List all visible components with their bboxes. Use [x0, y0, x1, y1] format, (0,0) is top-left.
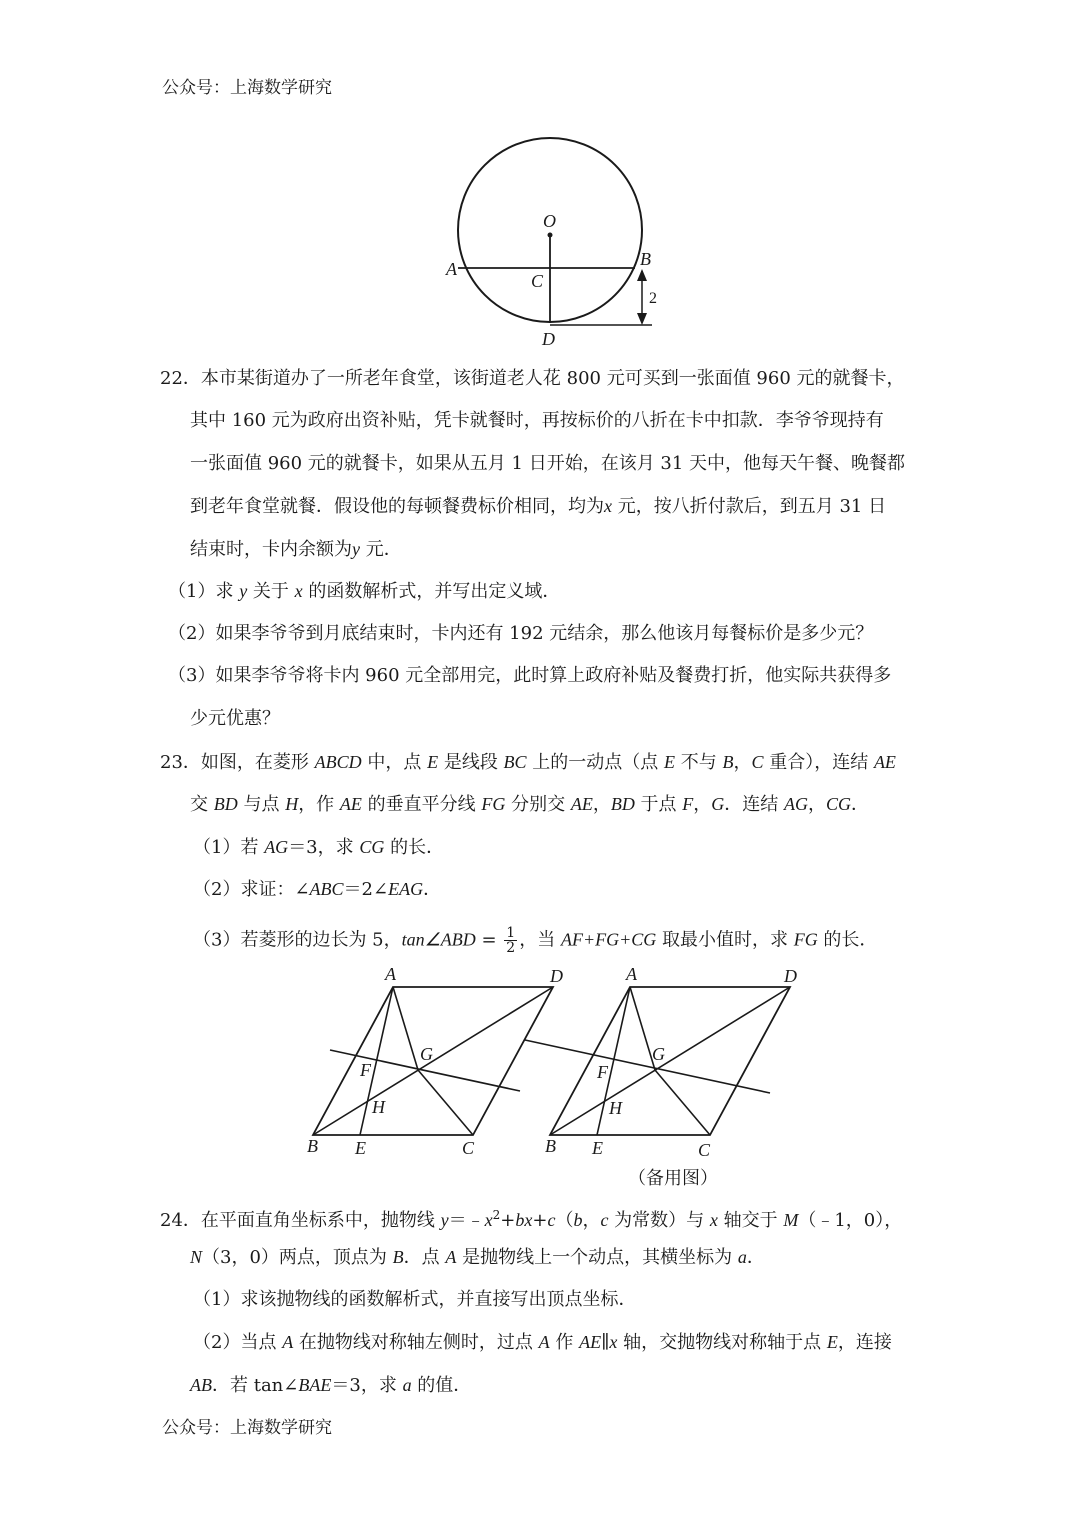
- header-text: 公众号：上海数学研究: [162, 78, 332, 98]
- q24-line1: 24．在平面直角坐标系中，抛物线 $y=﹣x^2+bx+c(b$，c 为常数）与 x 轴交于 M（﹣1，0），: [160, 1208, 903, 1231]
- label-A-backup: A: [626, 964, 637, 984]
- label-B: B: [640, 249, 651, 269]
- q22-line4: 到老年食堂就餐．假设他的每顿餐费标价相同，均为x 元，按八折付款后，到五月 31 日: [190, 496, 887, 517]
- q23-part3: （3）若菱形的边长为 5，tan∠ABD = $\frac{1}{2}$ ，当 AF+FG+CG 取最小值时，求 FG 的长．: [193, 925, 878, 956]
- backup-caption: （备用图）: [628, 1168, 718, 1189]
- label-F: F: [360, 1060, 371, 1080]
- q22-line5: 结束时，卡内余额为y 元．: [190, 539, 402, 560]
- label-D-backup: D: [784, 966, 797, 986]
- q22-part3-line1: （3）如果李爷爷将卡内 960 元全部用完，此时算上政府补贴及餐费打折，他实际共获得多: [168, 665, 892, 686]
- label-A: A: [385, 964, 396, 984]
- label-E: E: [355, 1138, 366, 1158]
- q24-part2-line2: AB．若 tan∠BAE＝3，求 a 的值．: [190, 1375, 472, 1396]
- segment-cg-backup: [655, 1070, 710, 1135]
- q22-part3-line2: 少元优惠？: [190, 708, 280, 729]
- q22-line3: 一张面值 960 元的就餐卡，如果从五月 1 日开始，在该月 31 天中，他每天午餐、晚餐都: [190, 453, 906, 474]
- label-D: D: [550, 966, 563, 986]
- rhombus-figure-main: [307, 964, 563, 1158]
- label-D: D: [542, 329, 555, 349]
- q23-line2: 交 BD 与点 H，作 AE 的垂直平分线 FG 分别交 AE，BD 于点 F，G．连结 AG，CG．: [190, 794, 870, 815]
- label-A: A: [446, 259, 457, 279]
- circle-figure: [430, 135, 670, 350]
- q22-part1: （1）求 y 关于 x 的函数解析式，并写出定义域．: [168, 581, 561, 602]
- diagonal-bd-backup: [550, 987, 790, 1135]
- q23-line1: 23．如图，在菱形 ABCD 中，点 E 是线段 BC 上的一动点（点 E 不与 B，C 重合），连结 AE: [160, 752, 896, 773]
- q24-line2: N（3，0）两点，顶点为 B．点 A 是抛物线上一个动点，其横坐标为 a．: [190, 1247, 765, 1268]
- rhombus-figures: [300, 960, 800, 1195]
- rhombus-figure-backup: [525, 964, 797, 1189]
- label-G-backup: G: [652, 1044, 665, 1064]
- label-C-backup: C: [698, 1140, 711, 1160]
- q22-line1: 22．本市某街道办了一所老年食堂，该街道老人花 800 元可买到一张面值 960 元的就餐卡，: [160, 368, 905, 389]
- label-E-backup: E: [592, 1138, 603, 1158]
- q22-line2: 其中 160 元为政府出资补贴，凭卡就餐时，再按标价的八折在卡中扣款．李爷爷现持有: [190, 410, 884, 431]
- arrow-up-icon: [637, 269, 647, 281]
- footer-text: 公众号：上海数学研究: [162, 1418, 332, 1438]
- segment-ag: [393, 987, 418, 1070]
- fraction: $\frac{1}{2}$: [506, 925, 516, 956]
- label-B: B: [307, 1136, 318, 1156]
- label-F-backup: F: [597, 1062, 608, 1082]
- center-point: [548, 233, 553, 238]
- q23-part1: （1）若 AG＝3，求 CG 的长．: [193, 837, 445, 858]
- q23-part2: （2）求证：∠ABC＝2∠EAG．: [193, 879, 442, 900]
- q24-part1: （1）求该抛物线的函数解析式，并直接写出顶点坐标．: [193, 1289, 637, 1310]
- label-O: O: [543, 211, 556, 231]
- label-B-backup: B: [545, 1136, 556, 1156]
- q24-part2-line1: （2）当点 A 在抛物线对称轴左侧时，过点 A 作 AE∥x 轴，交抛物线对称轴于点 E，连接: [193, 1332, 892, 1353]
- bisector-fg-backup: [525, 1040, 770, 1093]
- dimension-label: 2: [649, 290, 657, 307]
- q22-part2: （2）如果李爷爷到月底结束时，卡内还有 192 元结余，那么他该月每餐标价是多少元？: [168, 623, 874, 644]
- label-H: H: [372, 1097, 385, 1117]
- arrow-down-icon: [637, 313, 647, 325]
- label-H-backup: H: [609, 1098, 622, 1118]
- label-C: C: [462, 1138, 475, 1158]
- diagonal-bd: [313, 987, 553, 1135]
- label-G: G: [420, 1044, 433, 1064]
- label-C: C: [531, 271, 544, 291]
